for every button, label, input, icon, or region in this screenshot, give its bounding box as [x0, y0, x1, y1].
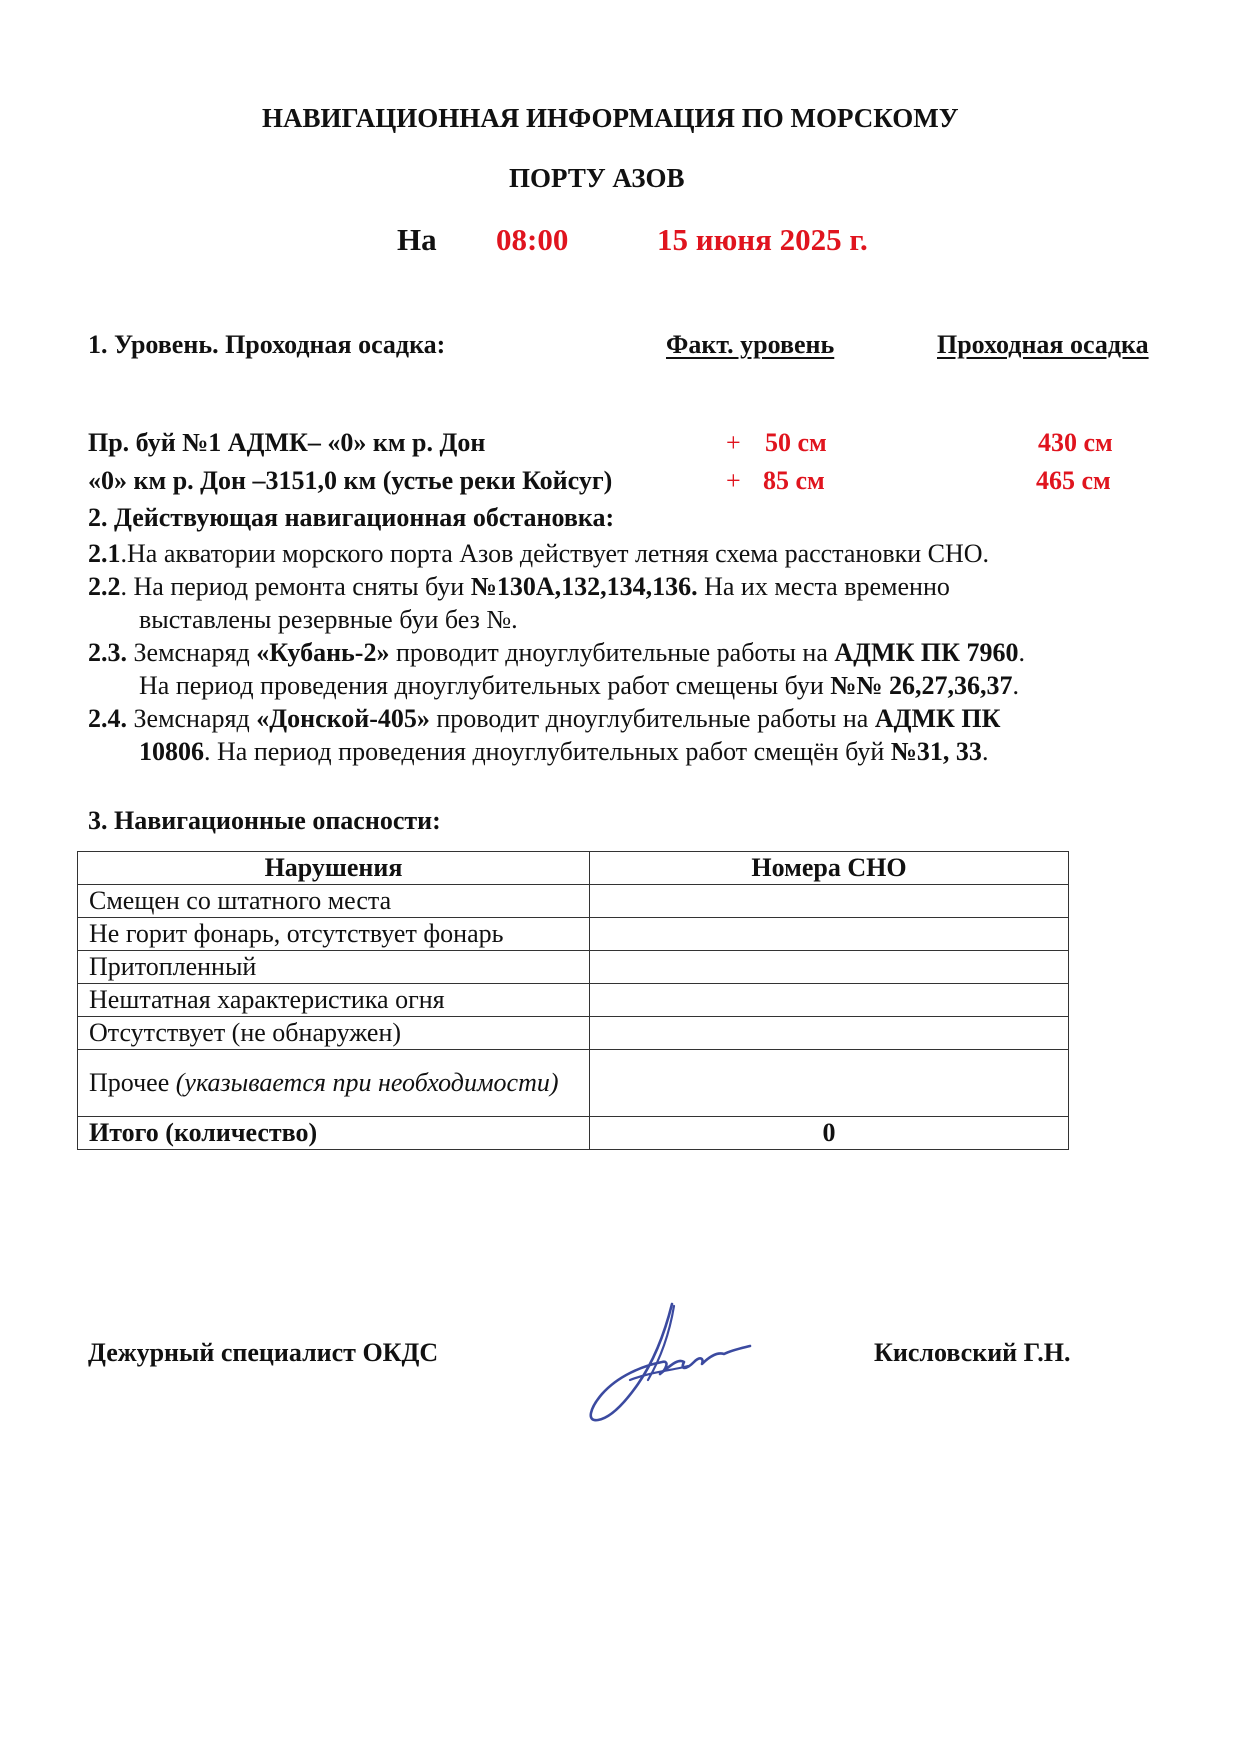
fact-level-value: 85 см — [763, 466, 825, 495]
violations-header: Нарушения — [78, 852, 590, 885]
section2-title: 2. Действующая навигационная обстановка: — [88, 503, 615, 532]
signer-name: Кисловский Г.Н. — [874, 1338, 1071, 1367]
title-line-1: НАВИГАЦИОННАЯ ИНФОРМАЦИЯ ПО МОРСКОМУ — [262, 103, 959, 133]
paragraph-number: 2.4. — [88, 704, 127, 733]
draft-value: 465 см — [1036, 466, 1111, 495]
dredger-name: «Кубань-2» — [256, 638, 390, 667]
buoy-numbers: №31, 33 — [890, 737, 982, 766]
violation-label: Смещен со штатного места — [78, 885, 590, 918]
buoy-numbers-cell — [590, 1050, 1069, 1117]
violation-label: Не горит фонарь, отсутствует фонарь — [78, 918, 590, 951]
paragraph-text: . На период проведения дноуглубительных работ смещён буй — [204, 737, 891, 766]
fact-level-header: Факт. уровень — [666, 330, 835, 359]
total-label: Итого (количество) — [78, 1117, 590, 1150]
other-note: (указывается при необходимости) — [175, 1068, 559, 1097]
level-place: «0» км р. Дон –3151,0 км (устье реки Койсуг) — [88, 466, 613, 495]
paragraph-text: . — [981, 737, 989, 766]
paragraph-2-2 — [88, 570, 950, 636]
draft-header: Проходная осадка — [937, 330, 1149, 359]
paragraph-number: 2.1 — [88, 539, 121, 568]
paragraph-number: 2.2 — [88, 572, 121, 601]
violation-label: Притопленный — [78, 951, 590, 984]
violation-label — [78, 1050, 590, 1117]
paragraph-text: . — [1012, 671, 1020, 700]
level-sign: + — [726, 428, 741, 457]
report-time: 08:00 — [496, 222, 569, 257]
paragraph-text: проводит дноуглубительные работы на — [389, 638, 835, 667]
paragraph-2-1 — [88, 537, 989, 570]
paragraph-text: . — [1018, 638, 1026, 667]
paragraph-2-3 — [88, 636, 1025, 702]
buoy-numbers-cell — [590, 951, 1069, 984]
paragraph-text: На период проведения дноуглубительных работ смещены буи — [139, 671, 831, 700]
buoy-numbers-cell — [590, 918, 1069, 951]
table-header-row — [78, 852, 1069, 885]
buoy-numbers: №№ 26,27,36,37 — [830, 671, 1013, 700]
table-row — [78, 1050, 1069, 1117]
paragraph-text: . На период ремонта сняты буи — [120, 572, 471, 601]
buoy-numbers-cell — [590, 1017, 1069, 1050]
paragraph-text: Земснаряд — [127, 704, 257, 733]
paragraph-text: проводит дноуглубительные работы на — [429, 704, 875, 733]
buoy-numbers: №130А,132,134,136. — [470, 572, 698, 601]
violation-label: Отсутствует (не обнаружен) — [78, 1017, 590, 1050]
title-line-2: ПОРТУ АЗОВ — [509, 163, 685, 193]
paragraph-text: .На акватории морского порта Азов действует летняя схема расстановки СНО. — [120, 539, 990, 568]
table-row — [78, 918, 1069, 951]
table-row — [78, 1017, 1069, 1050]
paragraph-text: На их места временно — [697, 572, 950, 601]
table-row — [78, 984, 1069, 1017]
work-location: АДМК ПК 7960 — [834, 638, 1019, 667]
fact-level-value: 50 см — [765, 428, 827, 457]
paragraph-text: выставлены резервные буи без №. — [139, 605, 518, 634]
buoy-numbers-cell — [590, 885, 1069, 918]
table-row — [78, 951, 1069, 984]
buoy-numbers-header: Номера СНО — [590, 852, 1069, 885]
section3-title: 3. Навигационные опасности: — [88, 806, 441, 835]
paragraph-2-4 — [88, 702, 1000, 768]
at-label: На — [397, 222, 437, 257]
work-location: АДМК ПК — [874, 704, 1001, 733]
level-place: Пр. буй №1 АДМК– «0» км р. Дон — [88, 428, 486, 457]
draft-value: 430 см — [1038, 428, 1113, 457]
buoy-numbers-cell — [590, 984, 1069, 1017]
signature — [570, 1300, 755, 1425]
violation-label: Нештатная характеристика огня — [78, 984, 590, 1017]
total-row — [78, 1117, 1069, 1150]
other-label: Прочее — [89, 1068, 176, 1097]
level-sign: + — [726, 466, 741, 495]
section1-title: 1. Уровень. Проходная осадка: — [88, 330, 446, 359]
work-location-picket: 10806 — [139, 737, 204, 766]
paragraph-text: Земснаряд — [127, 638, 257, 667]
total-value: 0 — [590, 1117, 1069, 1150]
hazards-table — [77, 851, 1069, 1150]
table-row — [78, 885, 1069, 918]
paragraph-number: 2.3. — [88, 638, 127, 667]
dredger-name: «Донской-405» — [256, 704, 430, 733]
report-date: 15 июня 2025 г. — [657, 222, 868, 257]
signer-position: Дежурный специалист ОКДС — [88, 1338, 439, 1367]
